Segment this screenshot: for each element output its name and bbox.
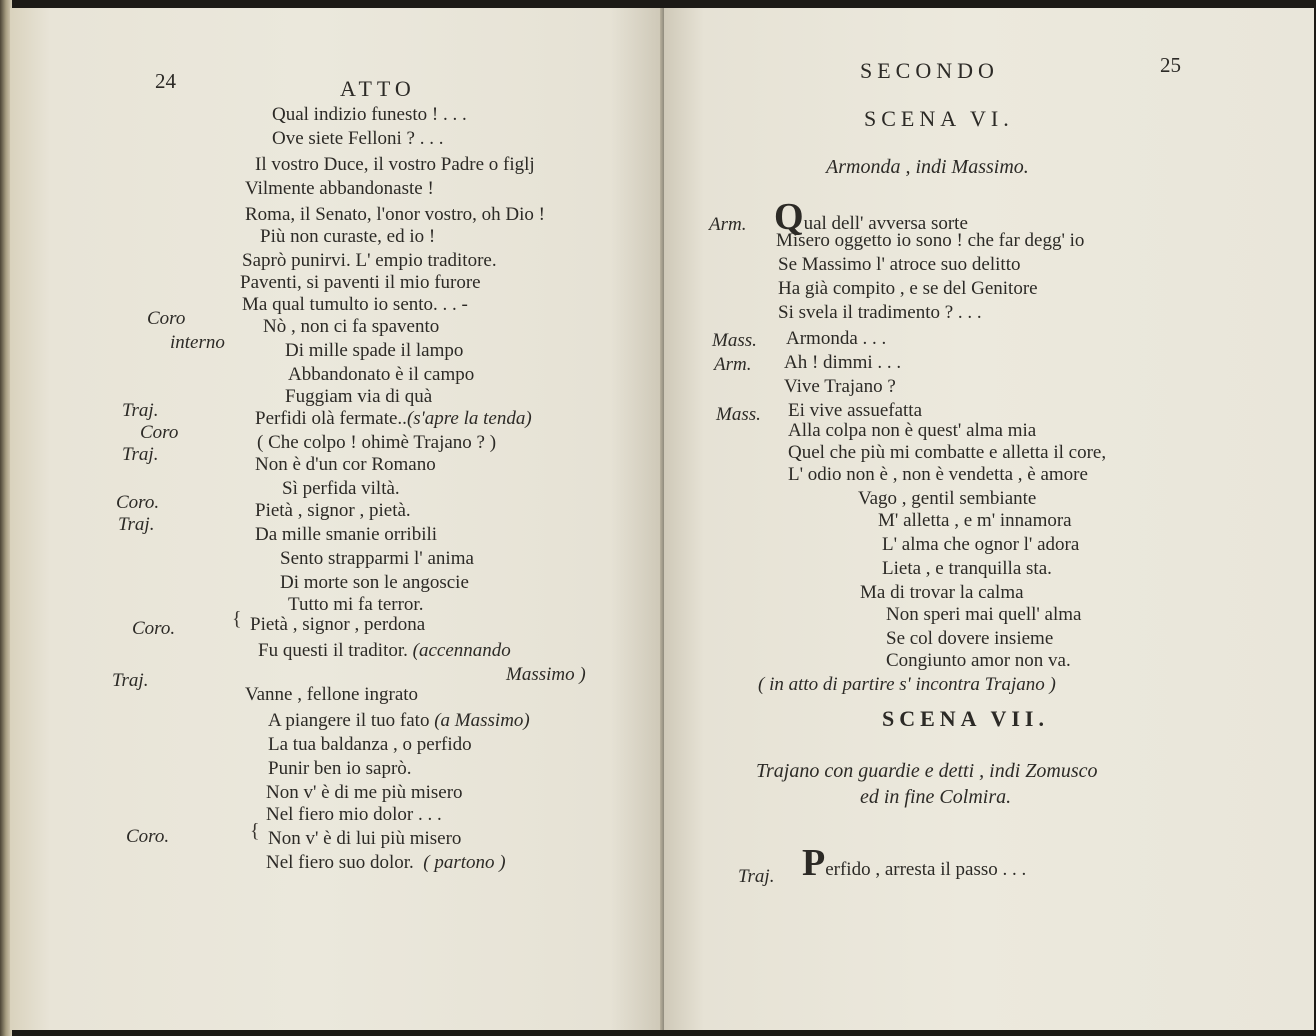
running-head: SECONDO <box>860 58 999 83</box>
verse-line: Se col dovere insieme <box>886 628 1054 649</box>
speaker-label: Arm. <box>714 354 752 375</box>
left-page <box>10 8 664 1030</box>
stage-direction: (a Massimo) <box>434 710 530 731</box>
speaker-label: Arm. <box>709 214 747 235</box>
brace-symbol: { <box>232 608 242 630</box>
verse-line: La tua baldanza , o perfido <box>268 734 472 755</box>
verse-line: Il vostro Duce, il vostro Padre o figlj <box>255 154 535 175</box>
speaker-label: Traj. <box>112 670 149 691</box>
speaker-label: Coro. <box>116 492 160 513</box>
scene-characters: Trajano con guardie e detti , indi Zomusco <box>756 760 1098 782</box>
verse-line: Lieta , e tranquilla sta. <box>882 558 1052 579</box>
verse-line: Fu questi il traditor. (accennando <box>258 640 511 661</box>
stage-direction: Massimo ) <box>506 664 586 685</box>
verse-line: Pietà , signor , pietà. <box>255 500 411 521</box>
speaker-label: Coro. <box>126 826 170 847</box>
verse-line: Di mille spade il lampo <box>285 340 464 361</box>
verse-line: Qual indizio funesto ! . . . <box>272 104 467 125</box>
verse-line: Abbandonato è il campo <box>288 364 475 385</box>
verse-line: Pietà , signor , perdona <box>250 614 426 635</box>
verse-line: Non speri mai quell' alma <box>886 604 1082 625</box>
page-number: 24 <box>155 69 176 93</box>
verse-line: M' alletta , e m' innamora <box>878 510 1072 531</box>
verse-line: Se Massimo l' atroce suo delitto <box>778 254 1021 275</box>
speaker-label: Traj. <box>122 444 159 465</box>
verse-line: Vilmente abbandonaste ! <box>245 178 434 199</box>
verse-line: Qual dell' avversa sorte <box>774 196 968 238</box>
verse-line: Punir ben io saprò. <box>268 758 412 779</box>
scene-characters: ed in fine Colmira. <box>860 786 1012 808</box>
speaker-label: Traj. <box>118 514 155 535</box>
verse-line: Di morte son le angoscie <box>280 572 469 593</box>
verse-line: Alla colpa non è quest' alma mia <box>788 420 1037 441</box>
verse-line: A piangere il tuo fato (a Massimo) <box>268 710 530 731</box>
verse-line: Sento strapparmi l' anima <box>280 548 474 569</box>
verse-line: L' odio non è , non è vendetta , è amore <box>788 464 1088 485</box>
speaker-label: Mass. <box>712 330 757 351</box>
verse-line: Ha già compito , e se del Genitore <box>778 278 1038 299</box>
speaker-label: Coro. <box>132 618 176 639</box>
verse-line: Congiunto amor non va. <box>886 650 1071 671</box>
verse-line: Vanne , fellone ingrato <box>245 684 419 705</box>
verse-line: Più non curaste, ed io ! <box>260 226 436 247</box>
verse-line: Perfidi olà fermate..(s'apre la tenda) <box>255 408 532 429</box>
scene-heading: SCENA VII. <box>882 706 1049 731</box>
verse-line: Nel fiero suo dolor. ( partono ) <box>266 852 506 873</box>
speaker-label: Mass. <box>716 404 761 425</box>
page-number: 25 <box>1160 53 1181 77</box>
stage-direction: (accennando <box>412 640 511 661</box>
verse-line: Non è d'un cor Romano <box>255 454 436 475</box>
verse-line: Saprò punirvi. L' empio traditore. <box>242 250 497 271</box>
verse-line: Vive Trajano ? <box>784 376 896 397</box>
stage-direction: (s'apre la tenda) <box>406 408 532 429</box>
verse-line: Misero oggetto io sono ! che far degg' io <box>776 230 1085 251</box>
verse-line: Armonda . . . <box>786 328 887 349</box>
verse-line: Non v' è di lui più misero <box>268 828 462 849</box>
verse-line: Sì perfida viltà. <box>282 478 400 499</box>
right-page <box>664 8 1314 1030</box>
verse-line: Da mille smanie orribili <box>255 524 438 545</box>
scene-characters: Armonda , indi Massimo. <box>826 156 1029 178</box>
brace-symbol: { <box>250 820 260 842</box>
stage-direction: ( partono ) <box>423 852 506 873</box>
verse-line: Non v' è di me più misero <box>266 782 463 803</box>
verse-line: Paventi, si paventi il mio furore <box>240 272 481 293</box>
verse-line: Perfido , arresta il passo . . . <box>802 842 1027 884</box>
verse-line: Nel fiero mio dolor . . . <box>266 804 442 825</box>
verse-line: Si svela il tradimento ? . . . <box>778 302 982 323</box>
scene-heading: SCENA VI. <box>864 106 1014 131</box>
verse-line: Tutto mi fa terror. <box>288 594 424 615</box>
verse-line: L' alma che ognor l' adora <box>882 534 1080 555</box>
verse-line: Ah ! dimmi . . . <box>784 352 902 373</box>
drop-initial: Q <box>774 196 804 238</box>
verse-line: Roma, il Senato, l'onor vostro, oh Dio ! <box>245 204 546 225</box>
speaker-label: Traj. <box>122 400 159 421</box>
speaker-label: interno <box>170 332 225 353</box>
verse-line: Quel che più mi combatte e alletta il core, <box>788 442 1107 463</box>
speaker-label: Coro <box>140 422 179 443</box>
verse-line: Vago , gentil sembiante <box>858 488 1037 509</box>
verse-line: ( Che colpo ! ohimè Trajano ? ) <box>257 432 497 453</box>
drop-initial: P <box>802 842 826 884</box>
speaker-label: Coro <box>147 308 186 329</box>
verse-line: Ove siete Felloni ? . . . <box>272 128 444 149</box>
speaker-label: Traj. <box>738 866 775 887</box>
verse-line: Ei vive assuefatta <box>788 400 923 421</box>
verse-line: Fuggiam via di quà <box>285 386 433 407</box>
running-head: ATTO <box>340 76 416 101</box>
verse-line: Ma di trovar la calma <box>860 582 1024 603</box>
stage-direction: ( in atto di partire s' incontra Trajano ) <box>758 674 1056 695</box>
verse-line: Nò , non ci fa spavento <box>263 316 440 337</box>
verse-line: Ma qual tumulto io sento. . . - <box>242 294 468 315</box>
